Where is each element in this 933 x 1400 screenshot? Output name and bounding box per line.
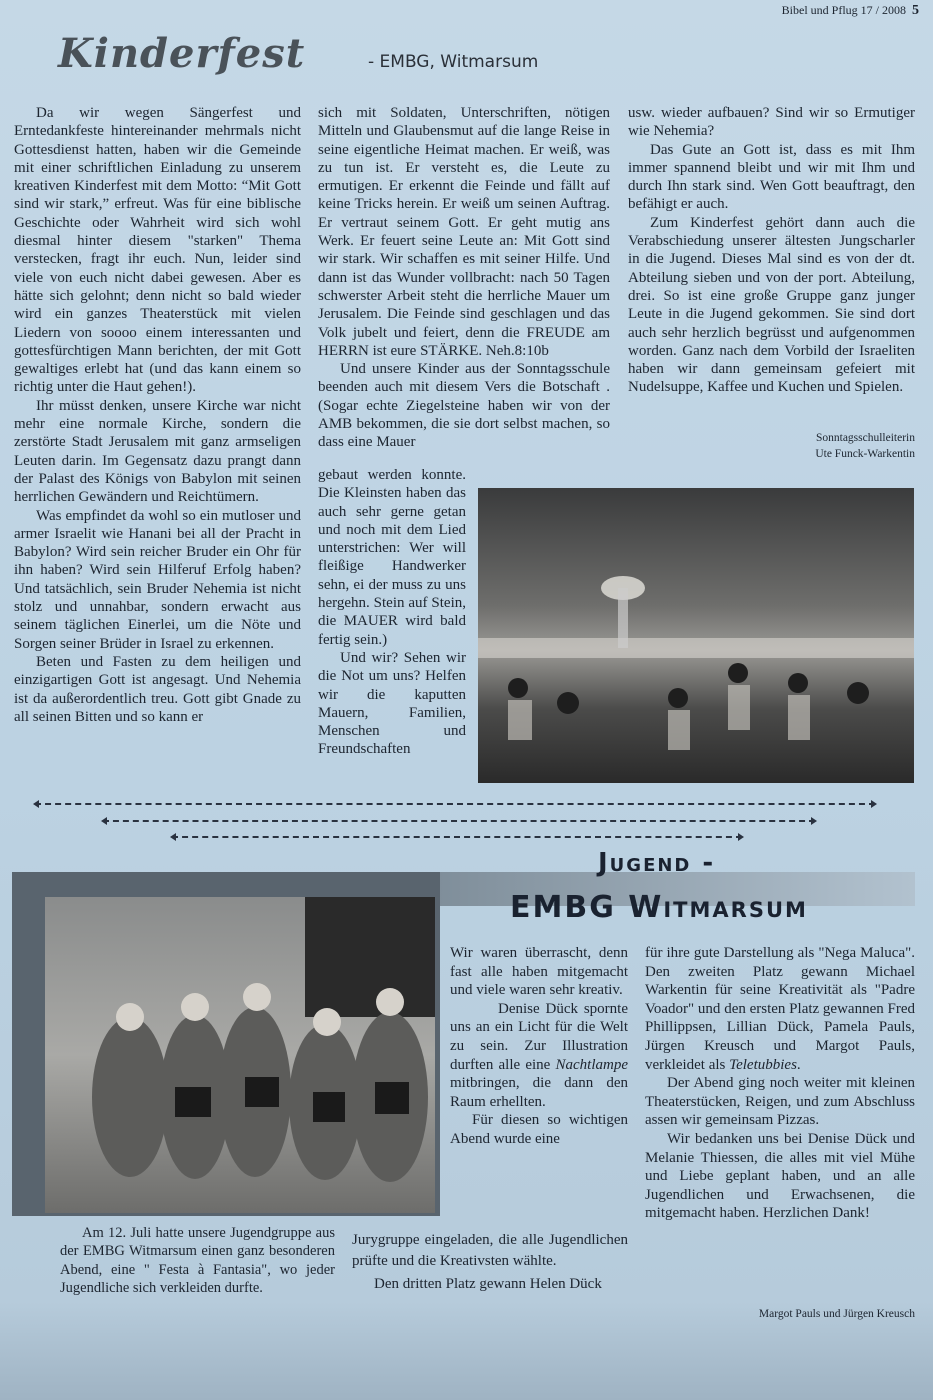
kinderfest-column-2-top <box>318 104 610 452</box>
paragraph: Was empfindet da wohl so ein mutloser und armer Israelit wie Hanani bei all der Pracht in Babylon? Wird sein reicher Bruder ein Ohr für ihn haben? Wird sein Hilferuf Erfolg haben? Und tatsächlich, sein Bruder Nehemia ist nicht stolz und unnahbar, sondern erwacht aus seinem täglichen Einerlei, um die Nöte und Sorgen seiner Brüder in Israel zu erkennen. <box>14 507 301 652</box>
audience-silhouettes <box>478 488 914 783</box>
kinderfest-column-2-narrow <box>318 466 466 759</box>
jugend-column-middle <box>450 944 628 1149</box>
paragraph: usw. wieder aufbauen? Sind wir so Ermutiger wie Nehemia? <box>628 105 915 140</box>
paragraph: Jurygruppe eingeladen, die alle Jugendlichen prüfte und die Kreativsten wählte. <box>352 1232 628 1269</box>
paragraph: Für diesen so wichtigen Abend wurde eine <box>450 1112 628 1147</box>
signature-role: Sonntagsschulleiterin <box>815 432 915 444</box>
kinderfest-subtitle: - EMBG, Witmarsum <box>368 52 539 72</box>
jugend-column-right <box>645 944 915 1223</box>
paragraph <box>450 1000 628 1112</box>
jugend-heading-line-2: EMBG Witmarsum <box>510 890 808 925</box>
paragraph: Und wir? Sehen wir die Not um uns? Helfen wir die kaputten Mauern, Familien, Menschen und Freundschaften <box>318 649 466 758</box>
signature-name: Ute Funck-Warkentin <box>815 448 915 460</box>
text: . <box>796 1056 801 1073</box>
divider-arrow-line <box>35 803 875 805</box>
paragraph: sich mit Soldaten, Unterschriften, nötigen Mitteln und Glaubensmut auf die lange Reise in seine eigentliche Heimat machen. Er weiß, was zu tun ist. Er versteht es, die Leute zu ermutigen. Er erkennt die Feinde und fällt auf keine Tricks herein. Er weiß um seinen Auftrag. Er vertraut seinem Gott. Er geht mutig ans Werk. Er feuert seine Leute an: Mit Gott sind wir stark. Wir schaffen es mit seiner Hilfe. Und dann ist das Wunder vollbracht: nach 50 Tagen schwerster Arbeit steht die herrliche Mauer um Jerusalem. Die Feinde sind geschlagen und das Volk jubelt und feiert, denn die FREUDE am HERRN ist eure STÄRKE. Neh.8:10b <box>318 105 610 359</box>
kinderfest-column-1 <box>14 104 301 726</box>
jugend-credit: Margot Pauls und Jürgen Kreusch <box>758 1308 915 1320</box>
kinderfest-title: Kinderfest <box>58 30 306 77</box>
publication-issue: Bibel und Pflug 17 / 2008 <box>781 3 906 17</box>
paragraph: Wir waren überrascht, denn fast alle haben mitgemacht und viele waren sehr kreativ. <box>450 945 628 999</box>
running-head <box>782 3 919 19</box>
text: Denise Dück spornte uns an ein Licht für die Welt zu sein. Zur Illustration durften alle eine <box>450 1000 628 1073</box>
paragraph: Beten und Fasten zu dem heiligen und einzigartigen Gott ist angesagt. Und Nehemia ist da außerordentlich treu. Gott gibt Gnade zu all seinen Bitten und so kann er <box>14 653 301 725</box>
divider-arrow-line <box>103 820 815 822</box>
paragraph: Wir bedanken uns bei Denise Dück und Melanie Thiessen, die alles mit viel Mühe und Liebe geplant haben, und an alle Jugendlichen und Erwachsenen, die mitgemacht haben. Herzlichen Dank! <box>645 1130 915 1222</box>
paragraph: Zum Kinderfest gehört dann auch die Verabschiedung unserer ältesten Jungscharler in die Jugend. Dieses Mal sind es von der dt. Abteilung sieben und von der port. Abteilung, drei. So ist eine große Gruppe ganz junger Leute in die Jugend gekommen. Sie sind dort auch sehr herzlich begrüsst und aufgenommen worden. Ganz nach dem Vorbild der Israeliten haben wir dann gemeinsam gefeiert mit Nudelsuppe, Kaffee und Kuchen und Spielen. <box>628 214 915 396</box>
jugend-photo-caption <box>60 1224 335 1297</box>
caption-text: Am 12. Juli hatte unsere Jugendgruppe aus der EMBG Witmarsum einen ganz besonderen Abend, eine " Festa à Fantasia", wo jeder Jugendliche sich verkleiden durfte. <box>60 1225 335 1296</box>
text: mitbringen, die dann den Raum erhellten. <box>450 1075 628 1110</box>
italic-text: Teletubbies <box>729 1056 797 1073</box>
jugend-column-middle-wide <box>352 1230 628 1295</box>
paragraph: Und unsere Kinder aus der Sonntagsschule beenden auch mit diesem Vers die Botschaft . (Sogar echte Ziegelsteine haben wir von der AMB bekommen, die sie dort selbst machen, so dass eine Mauer <box>318 361 610 451</box>
divider-arrow-line <box>172 836 742 838</box>
italic-text: Nachtlampe <box>555 1056 628 1073</box>
paragraph: gebaut werden konnte. Die Kleinsten haben das auch sehr gerne getan und noch mit dem Lied unterstrichen: Wer will fleißige Handwerker sehn, ei der muss zu uns hergehn. Stein auf Stein, die MAUER wird bald fertig sein.) <box>318 467 466 648</box>
paragraph: Den dritten Platz gewann Helen Dück <box>374 1276 602 1292</box>
paragraph: Ihr müsst denken, unsere Kirche war nicht mehr eine normale Kirche, sondern die zerstörte Stadt Jerusalem mit ganz armseligen Leuten darin. Im Gegensatz dazu prangt dann der Palast des Königs von Babylon mit seinen herrlichen Gewändern und Reichtümern. <box>14 397 301 506</box>
paragraph <box>645 944 915 1074</box>
kinderfest-stage-photo <box>478 488 914 783</box>
costumed-people <box>45 897 435 1213</box>
paragraph: Der Abend ging noch weiter mit kleinen Theaterstücken, Reigen, und zum Abschluss assen wir gemeinsam Pizzas. <box>645 1075 915 1129</box>
teletubbies-costume-photo <box>45 897 435 1213</box>
page-number: 5 <box>912 3 919 18</box>
kinderfest-signature <box>700 430 915 462</box>
kinderfest-column-3 <box>628 104 915 397</box>
jugend-heading-line-1: Jugend - <box>598 848 716 878</box>
paragraph: Da wir wegen Sängerfest und Erntedankfeste hintereinander mehrmals nicht Gottesdienst hatten, haben wir die Gemeinde mit einer schriftlichen Einladung zu unserem kreativen Kinderfest mit dem Motto: “Mit Gott sind wir stark,” erfreut. Was für eine biblische Geschichte oder Wahrheit wird sich wohl diesmal hinter diesem "starken" Thema verstecken, fragt ihr euch. Nun, leider sind viele von euch nicht dabei gewesen. Aber es hätte sich gelohnt; denn nicht so bald wieder wird ein ganzes Theaterstück mit vielen Liedern von soooo einem interessanten und gottesfürchtigen Mann berichten, der mit Gott gewaltiges erlebt hat (und das kann einem so richtig unter die Haut gehen!). <box>14 105 301 396</box>
paragraph: Das Gute an Gott ist, dass es mit Ihm immer spannend bleibt und wir mit Ihm und durch Ihn stark sind. Wen Gott beauftragt, den befähigt er auch. <box>628 141 915 213</box>
text: für ihre gute Darstellung als "Nega Maluca". Den zweiten Platz gewann Michael Warkentin für seine Kreativität als "Padre Voador" und den ersten Platz gewannen Fred Phillippsen, Lillian Dück, Pamela Pauls, Jürgen Kreusch und Margot Pauls, verkleidet als <box>645 945 915 1073</box>
